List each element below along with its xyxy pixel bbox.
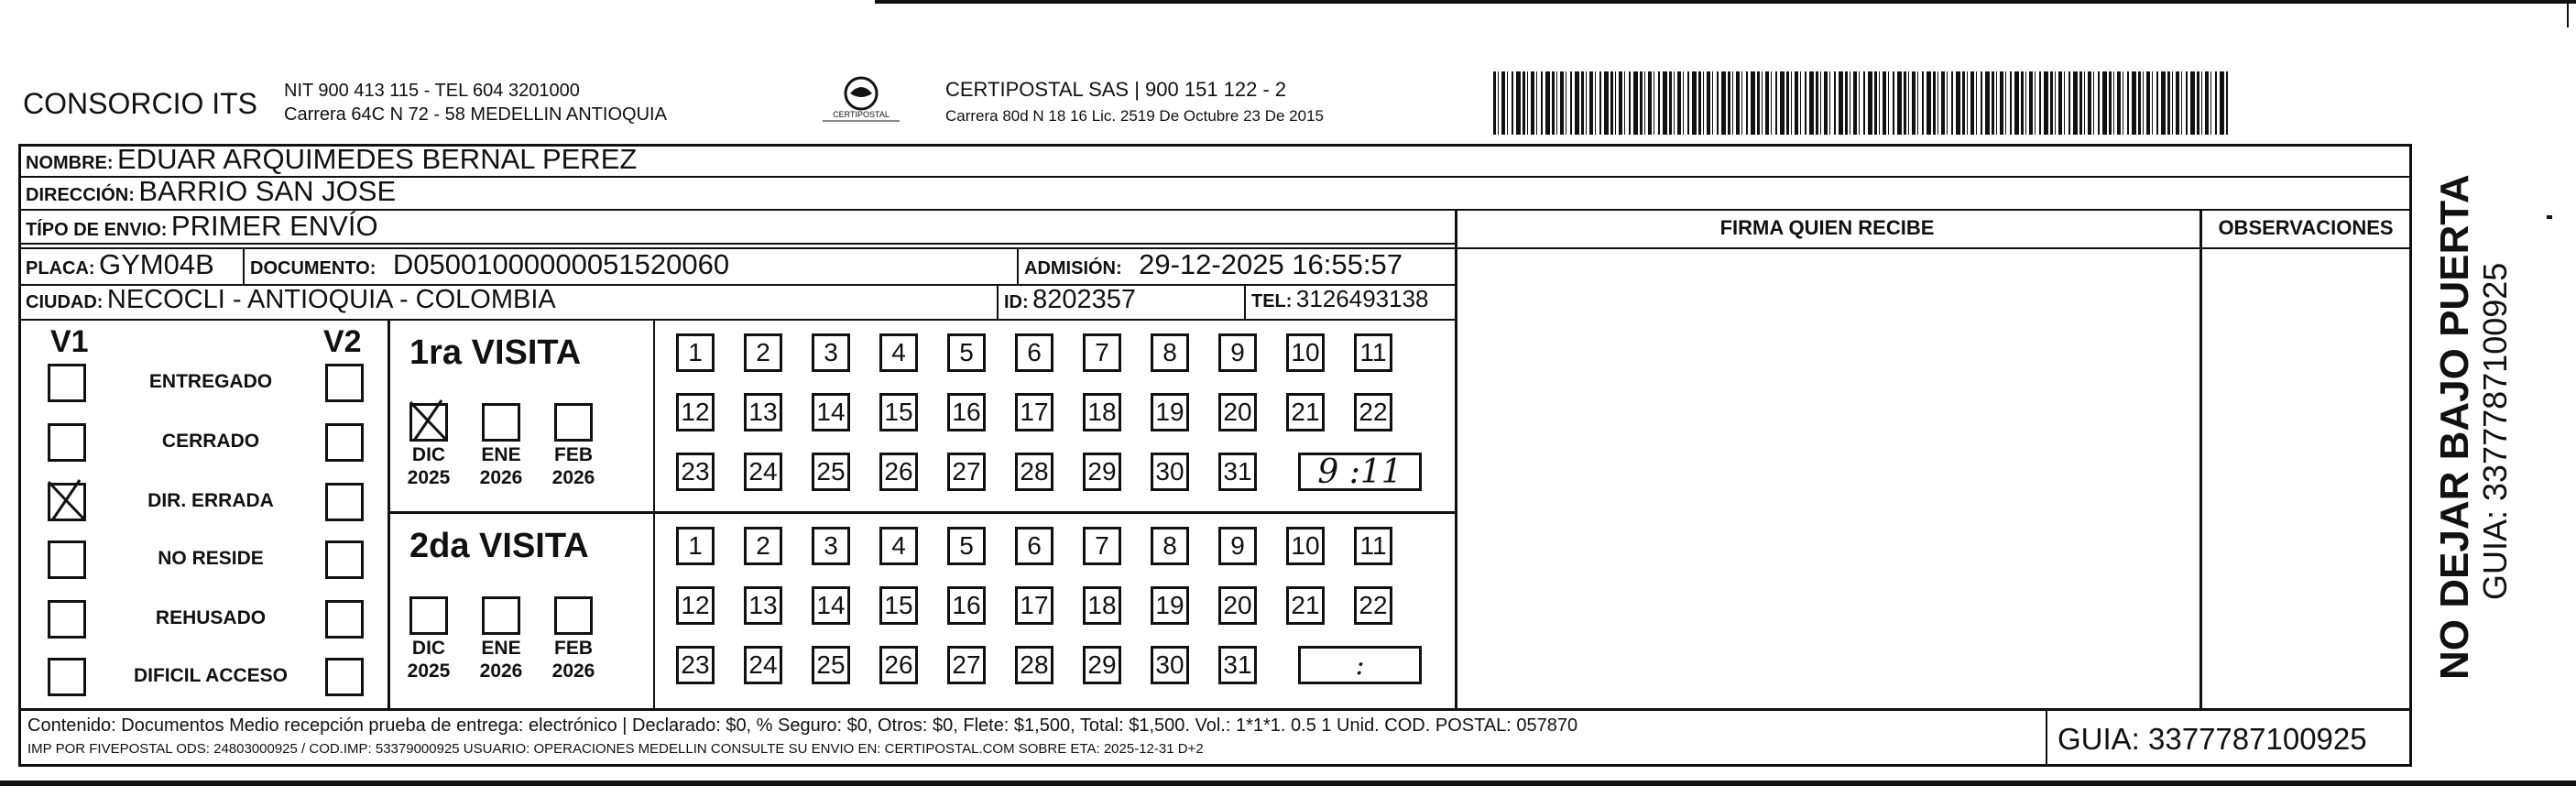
visit-day-box[interactable]: 26 <box>879 646 918 684</box>
visit-month-checkbox[interactable] <box>554 403 593 442</box>
status-v1-checkbox[interactable] <box>48 483 86 521</box>
company-address: Carrera 64C N 72 - 58 MEDELLIN ANTIOQUIA <box>284 104 667 125</box>
visit-day-box[interactable]: 3 <box>812 333 850 372</box>
visit-day-box[interactable]: 13 <box>744 393 782 431</box>
status-label: NO RESIDE <box>158 548 264 569</box>
visit-day-box[interactable]: 28 <box>1015 453 1053 491</box>
visit-day-box[interactable]: 3 <box>812 527 850 565</box>
visit-day-box[interactable]: 23 <box>676 646 715 684</box>
carrier-line-1: CERTIPOSTAL SAS | 900 151 122 - 2 <box>945 78 1287 101</box>
visit-day-box[interactable]: 24 <box>744 646 782 684</box>
status-v1-checkbox[interactable] <box>48 364 86 402</box>
visit-month-label <box>472 443 530 489</box>
month-name: FEB <box>554 638 593 659</box>
visit-day-box[interactable]: 12 <box>676 393 715 431</box>
status-label: CERRADO <box>161 431 260 452</box>
visit-day-box[interactable]: 24 <box>744 453 782 491</box>
row-line <box>18 243 1455 245</box>
visit-divider <box>387 511 1455 514</box>
tel-value: 3126493138 <box>1295 285 1429 312</box>
direccion-value: BARRIO SAN JOSE <box>138 175 397 207</box>
visit-day-box[interactable]: 31 <box>1218 453 1257 491</box>
company-nit: NIT 900 413 115 - TEL 604 3201000 <box>284 81 580 101</box>
documento-value: D05001000000051520060 <box>392 248 730 280</box>
form-bottom-border <box>18 764 2412 767</box>
visit-day-box[interactable]: 22 <box>1354 393 1392 431</box>
visit-month-label <box>399 443 458 489</box>
visit-day-box[interactable]: 26 <box>879 453 918 491</box>
tel-field <box>1251 285 1429 313</box>
visit-day-box[interactable]: 25 <box>812 453 850 491</box>
visit-month-checkbox[interactable] <box>482 403 520 442</box>
observaciones-header: OBSERVACIONES <box>2218 216 2394 239</box>
footer-contenido: Contenido: Documentos Medio recepción prueba de entrega: electrónico | Declarado: $0, % Seguro: $0, Otros: $0, Flete: $1,500, Total: $1,500. Vol.: 1*1*1. 0.5 1 Unid. COD. POSTAL: 057870 <box>27 715 1578 736</box>
documento-field <box>250 248 729 281</box>
carrier-line-2: Carrera 80d N 18 16 Lic. 2519 De Octubre 23 De 2015 <box>945 107 1324 125</box>
placa-field <box>26 248 214 281</box>
visit-day-box[interactable]: 6 <box>1015 527 1053 565</box>
month-name: DIC <box>411 444 446 465</box>
visit-month-label <box>544 637 603 682</box>
status-v2-checkbox[interactable] <box>325 600 364 639</box>
observaciones-area[interactable] <box>2202 249 2409 708</box>
status-label: DIR. ERRADA <box>147 490 274 511</box>
firma-header: FIRMA QUIEN RECIBE <box>1719 216 1935 239</box>
visit-day-box[interactable]: 30 <box>1151 453 1189 491</box>
visit-day-box[interactable]: 29 <box>1083 453 1121 491</box>
company-name: CONSORCIO ITS <box>23 87 258 120</box>
visit-day-box[interactable]: 21 <box>1286 586 1325 625</box>
visit-day-box[interactable]: 8 <box>1151 333 1189 372</box>
visit-day-box[interactable]: 25 <box>812 646 850 684</box>
visit-day-box[interactable]: 14 <box>812 393 850 431</box>
visit-day-box[interactable]: 11 <box>1354 527 1392 565</box>
edge-mark <box>2547 215 2552 219</box>
placa-label: PLACA: <box>26 258 95 278</box>
col-line-guia <box>2046 708 2047 765</box>
id-value: 8202357 <box>1032 285 1137 314</box>
v2-header: V2 <box>323 324 362 359</box>
visit-month-checkbox[interactable] <box>409 403 448 442</box>
visit-day-box[interactable]: 2 <box>744 527 782 565</box>
month-year: 2026 <box>479 467 523 488</box>
month-year: 2026 <box>551 661 595 682</box>
visit-day-box[interactable]: 18 <box>1083 586 1121 625</box>
visit-day-box[interactable]: 15 <box>879 393 918 431</box>
footer-imp: IMP POR FIVEPOSTAL ODS: 24803000925 / COD.IMP: 53379000925 USUARIO: OPERACIONES MEDELLIN CONSULTE SU ENVIO EN: CERTIPOSTAL.COM SOBRE ETA: 2025-12-31 D+2 <box>27 741 1204 757</box>
status-v2-checkbox[interactable] <box>325 364 364 402</box>
visit-day-box[interactable]: 18 <box>1083 393 1121 431</box>
tipo-value: PRIMER ENVÍO <box>170 210 378 242</box>
ciudad-field <box>26 285 556 315</box>
visit-day-box[interactable]: 27 <box>947 646 986 684</box>
certipostal-logo <box>815 73 907 130</box>
status-v2-checkbox[interactable] <box>325 540 364 579</box>
col-line-id <box>997 284 999 319</box>
status-v1-checkbox[interactable] <box>48 600 86 639</box>
col-line-tel <box>1244 284 1246 319</box>
visit-day-box[interactable]: 7 <box>1083 527 1121 565</box>
ciudad-label: CIUDAD: <box>26 292 104 312</box>
footer-guia: GUIA: 3377787100925 <box>2058 722 2367 756</box>
visit-day-box[interactable]: 8 <box>1151 527 1189 565</box>
visit-day-box[interactable]: 4 <box>879 333 918 372</box>
month-year: 2025 <box>407 467 451 488</box>
visit-day-box[interactable]: 21 <box>1286 393 1325 431</box>
visit-time-box[interactable]: : <box>1298 646 1422 684</box>
barcode <box>1493 71 2228 135</box>
row-line <box>18 319 1455 321</box>
visit-day-box[interactable]: 13 <box>744 586 782 625</box>
month-year: 2026 <box>479 661 523 682</box>
id-field <box>1004 285 1136 315</box>
visit-day-box[interactable]: 1 <box>676 333 715 372</box>
month-name: ENE <box>481 444 521 465</box>
logo-caption: CERTIPOSTAL <box>833 110 890 119</box>
visit-day-box[interactable]: 27 <box>947 453 986 491</box>
v1-header: V1 <box>50 324 89 359</box>
form-right-border <box>2409 144 2412 767</box>
tipo-label: TÍPO DE ENVIO: <box>26 220 168 240</box>
status-v2-checkbox[interactable] <box>325 483 364 521</box>
month-name: FEB <box>554 444 593 465</box>
status-v2-checkbox[interactable] <box>325 423 364 462</box>
visit-day-box[interactable]: 19 <box>1151 393 1189 431</box>
visit-day-box[interactable]: 14 <box>812 586 850 625</box>
bottom-edge-line <box>0 781 2576 786</box>
id-label: ID: <box>1004 292 1029 312</box>
visit-day-box[interactable]: 20 <box>1218 393 1257 431</box>
row-line <box>18 708 2412 711</box>
visit-month-label <box>399 637 458 682</box>
month-name: DIC <box>411 638 446 659</box>
visit-day-box[interactable]: 15 <box>879 586 918 625</box>
col-line-visit-days <box>653 319 655 708</box>
nombre-value: EDUAR ARQUIMEDES BERNAL PEREZ <box>117 143 638 175</box>
visit-day-box[interactable]: 31 <box>1218 646 1257 684</box>
status-label: DIFICIL ACCESO <box>133 665 288 686</box>
status-v1-checkbox[interactable] <box>48 423 86 462</box>
visit-month-label <box>472 637 530 682</box>
visit-day-box[interactable]: 7 <box>1083 333 1121 372</box>
visit-day-box[interactable]: 6 <box>1015 333 1053 372</box>
visit-day-box[interactable]: 29 <box>1083 646 1121 684</box>
col-line-admision <box>1017 247 1019 284</box>
visit-day-box[interactable]: 5 <box>947 333 986 372</box>
visit-day-box[interactable]: 5 <box>947 527 986 565</box>
visit-day-box[interactable]: 28 <box>1015 646 1053 684</box>
col-line-placa <box>243 247 245 284</box>
visit-day-box[interactable]: 11 <box>1354 333 1392 372</box>
admision-field <box>1024 248 1403 281</box>
month-year: 2025 <box>407 661 451 682</box>
visit-time-box[interactable]: 9 :11 <box>1298 453 1422 491</box>
visit-day-box[interactable]: 19 <box>1151 586 1189 625</box>
visit-day-box[interactable]: 16 <box>947 586 986 625</box>
firma-area[interactable] <box>1457 249 2199 708</box>
visit-day-box[interactable]: 4 <box>879 527 918 565</box>
top-edge-line <box>875 0 2576 4</box>
admision-label: ADMISIÓN: <box>1024 258 1122 278</box>
visit-day-box[interactable]: 30 <box>1151 646 1189 684</box>
month-name: ENE <box>481 638 521 659</box>
side-guia: GUIA: 3377787100925 <box>2476 262 2514 600</box>
visit-day-box[interactable]: 10 <box>1286 333 1325 372</box>
admision-value: 29-12-2025 16:55:57 <box>1139 248 1403 280</box>
nombre-label: NOMBRE: <box>26 153 114 173</box>
visit-day-box[interactable]: 10 <box>1286 527 1325 565</box>
side-warning: NO DEJAR BAJO PUERTA <box>2432 174 2477 680</box>
form-left-border <box>18 144 21 767</box>
month-year: 2026 <box>551 467 595 488</box>
nombre-row <box>26 143 637 176</box>
visit-month-checkbox[interactable] <box>554 596 593 635</box>
tipo-row <box>26 210 378 243</box>
visit-day-box[interactable]: 22 <box>1354 586 1392 625</box>
visit-title: 2da VISITA <box>409 527 589 565</box>
documento-label: DOCUMENTO: <box>250 258 377 278</box>
visit-day-box[interactable]: 9 <box>1218 333 1257 372</box>
status-label: ENTREGADO <box>148 371 273 392</box>
status-v1-checkbox[interactable] <box>48 540 86 579</box>
visit-day-box[interactable]: 9 <box>1218 527 1257 565</box>
visit-day-box[interactable]: 20 <box>1218 586 1257 625</box>
tel-label: TEL: <box>1251 291 1293 311</box>
visit-month-checkbox[interactable] <box>409 596 448 635</box>
ciudad-value: NECOCLI - ANTIOQUIA - COLOMBIA <box>106 285 556 314</box>
visit-day-box[interactable]: 12 <box>676 586 715 625</box>
visit-day-box[interactable]: 16 <box>947 393 986 431</box>
status-v2-checkbox[interactable] <box>325 658 364 696</box>
status-label: REHUSADO <box>155 607 267 628</box>
status-v1-checkbox[interactable] <box>48 658 86 696</box>
visit-day-box[interactable]: 2 <box>744 333 782 372</box>
top-edge-tick <box>2567 4 2569 27</box>
visit-month-label <box>544 443 603 489</box>
visit-month-checkbox[interactable] <box>482 596 520 635</box>
placa-value: GYM04B <box>99 248 214 280</box>
visit-day-box[interactable]: 17 <box>1015 586 1053 625</box>
visit-day-box[interactable]: 1 <box>676 527 715 565</box>
direccion-row <box>26 175 396 208</box>
visit-title: 1ra VISITA <box>409 333 582 372</box>
visit-day-box[interactable]: 17 <box>1015 393 1053 431</box>
visit-day-box[interactable]: 23 <box>676 453 715 491</box>
direccion-label: DIRECCIÓN: <box>26 185 135 205</box>
